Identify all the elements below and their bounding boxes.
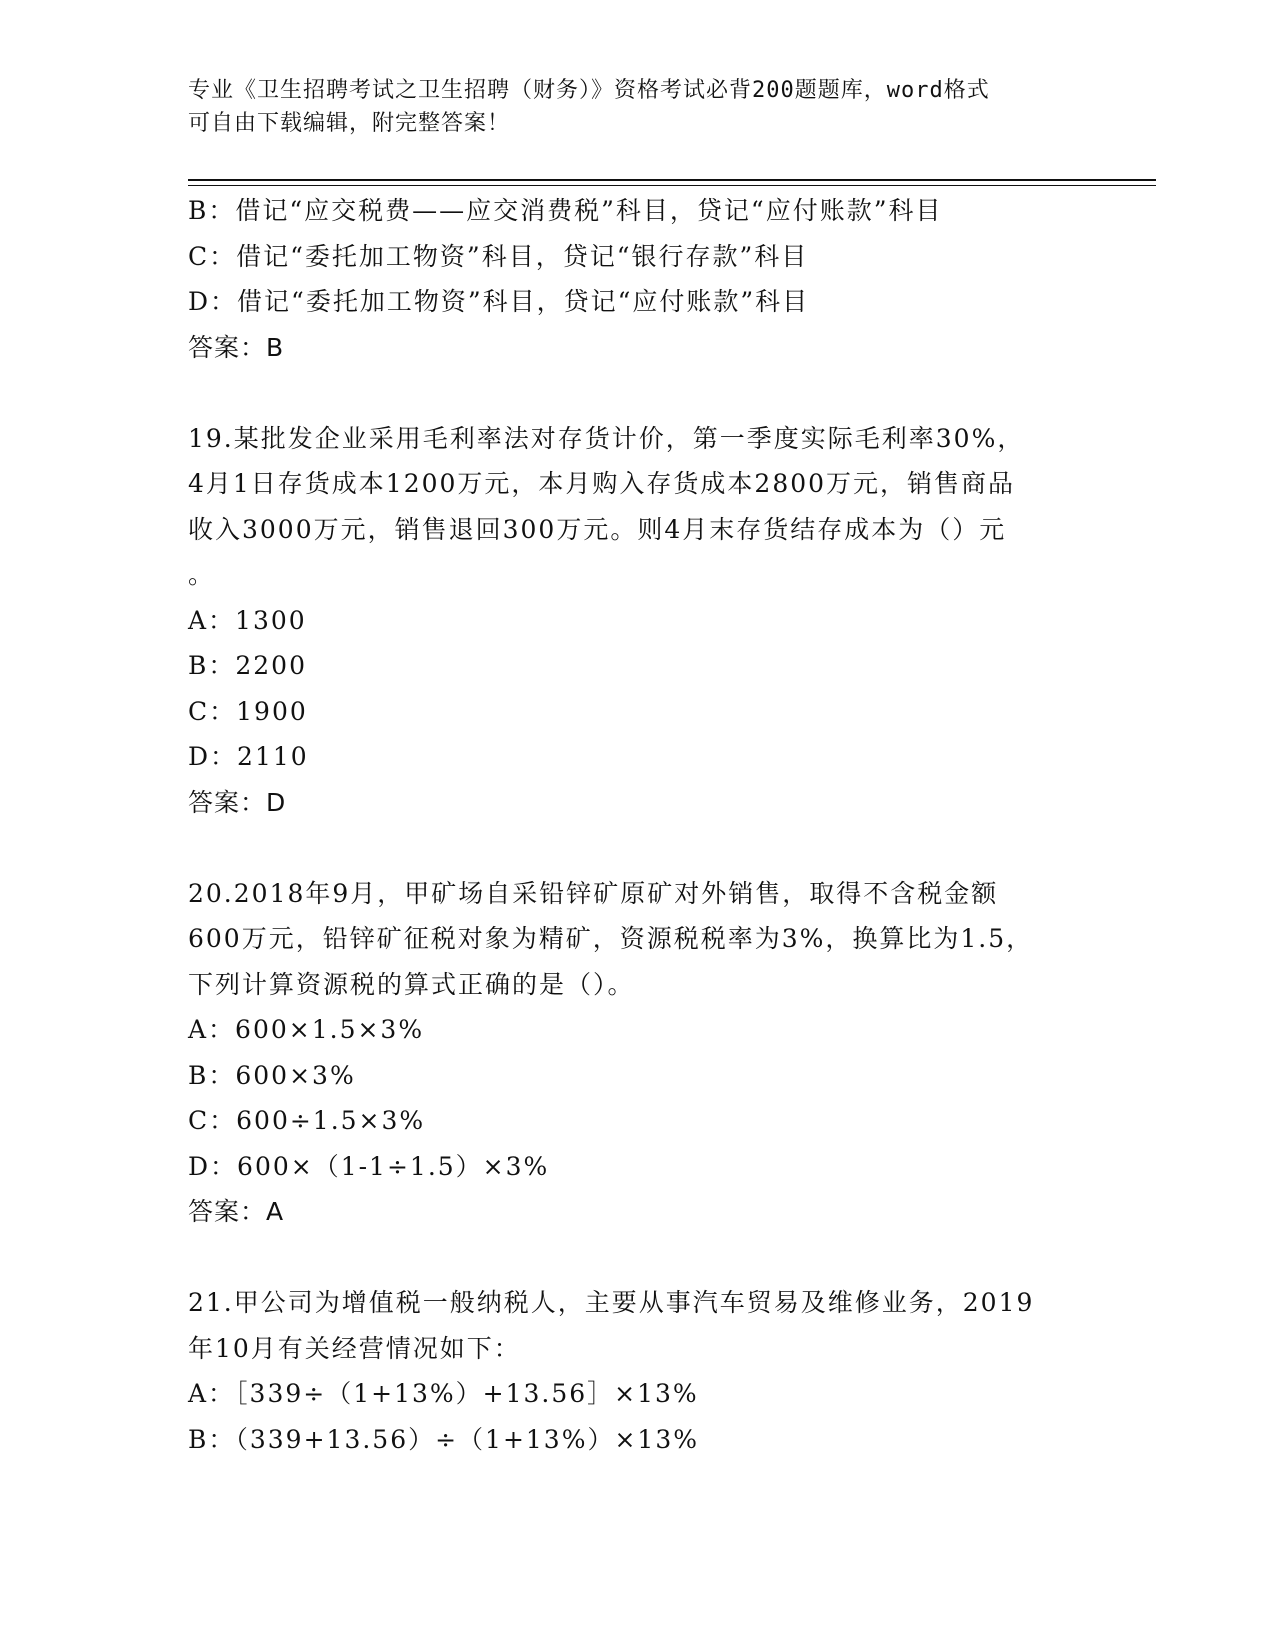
option-b: B：（339+13.56）÷（1+13%）×13% [188,1424,699,1454]
question-text-line: 21.甲公司为增值税一般纳税人，主要从事汽车贸易及维修业务，2019 [188,1288,1035,1317]
question-20 [188,871,1088,1235]
header-line-2: 可自由下载编辑，附完整答案！ [188,111,511,136]
answer: 答案：A [188,1197,285,1226]
answer: 答案：B [188,332,285,362]
option-a: A：［339÷（1+13%）+13.56］×13% [188,1379,699,1408]
document-header [188,74,1068,140]
question-text-line: 19.某批发企业采用毛利率法对存货计价，第一季度实际毛利率30%， [188,423,1025,453]
answer: 答案：D [188,787,287,817]
option-b: B：2200 [188,651,307,680]
question-text-line: 20.2018年9月，甲矿场自采铅锌矿原矿对外销售，取得不含税金额 [188,878,999,908]
header-rule-thin [188,185,1156,186]
option-a: A：600×1.5×3% [188,1015,425,1044]
question-text-line: 4月1日存货成本1200万元，本月购入存货成本2800万元，销售商品 [188,469,1016,498]
question-text-line: 。 [188,560,216,589]
option-d: D：600×（1-1÷1.5）×3% [188,1151,550,1181]
option-d: D：2110 [188,742,309,771]
option-c: C：借记“委托加工物资”科目，贷记“银行存款”科目 [188,241,809,271]
option-b: B：600×3% [188,1060,356,1090]
question-21 [188,1280,1088,1462]
header-rule-thick [188,179,1156,181]
question-19 [188,416,1088,826]
option-b: B：借记“应交税费——应交消费税”科目，贷记“应付账款”科目 [188,196,943,225]
header-line-1: 专业《卫生招聘考试之卫生招聘（财务）》资格考试必背200题题库，word格式 [188,78,990,103]
option-c: C：1900 [188,696,308,726]
option-a: A：1300 [188,605,307,635]
option-d: D：借记“委托加工物资”科目，贷记“应付账款”科目 [188,287,810,316]
document-body [188,188,1088,1462]
question-text-line: 收入3000万元，销售退回300万元。则4月末存货结存成本为（）元 [188,514,1007,544]
question-text-line: 年10月有关经营情况如下： [188,1333,521,1363]
question-text-line: 下列计算资源税的算式正确的是（）。 [188,969,635,999]
option-c: C：600÷1.5×3% [188,1106,426,1135]
question-18-continued [188,188,1088,370]
question-text-line: 600万元，铅锌矿征税对象为精矿，资源税税率为3%，换算比为1.5， [188,924,1034,953]
